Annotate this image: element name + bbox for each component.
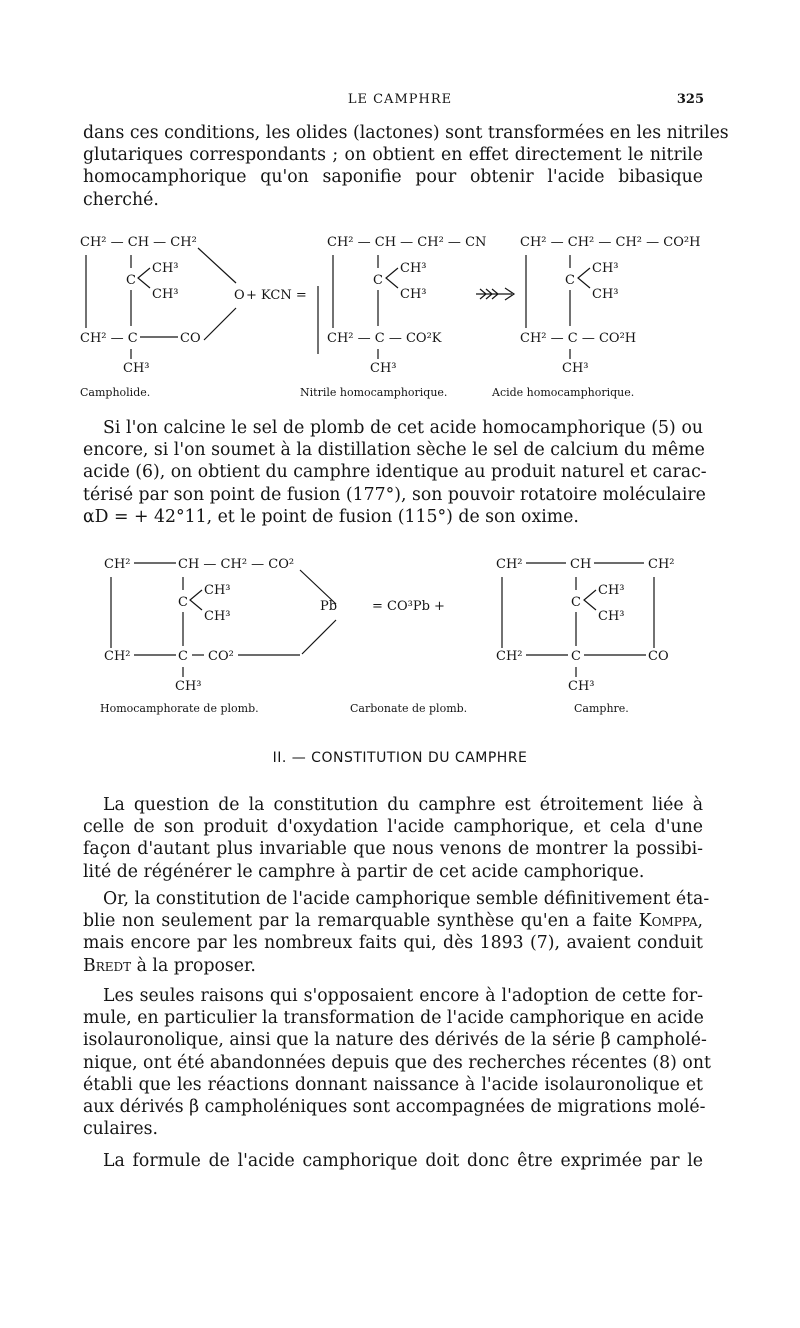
campholide-methyl-bottom: CH³	[123, 361, 150, 376]
bond	[302, 620, 336, 654]
homocamphorate-c: C	[178, 595, 188, 610]
paragraph-3	[83, 794, 703, 883]
running-head	[0, 92, 800, 112]
text-line: homocamphorique qu'on saponifie pour obtenir l'acide bibasique	[83, 167, 703, 188]
text-line: cherché.	[83, 189, 159, 210]
nitrile-formula	[300, 235, 486, 399]
text-line	[83, 955, 703, 977]
text-line: encore, si l'on soumet à la distillation sèche le sel de calcium du même	[83, 440, 705, 461]
text-line: Si l'on calcine le sel de plomb de cet acide homocamphorique (5) ou	[103, 418, 703, 438]
paragraph-6	[83, 1150, 703, 1172]
bond	[578, 268, 590, 288]
text-line: glutariques correspondants ; on obtient en effet directement le nitrile	[83, 145, 703, 166]
acid-c: C	[565, 273, 575, 288]
acid-methyl-down: CH³	[592, 287, 619, 302]
text-line: La formule de l'acide camphorique doit donc être exprimée par le	[103, 1151, 703, 1171]
campholide-o: O	[234, 288, 245, 303]
camphre-methyl-bottom: CH³	[568, 679, 595, 694]
camphre-methyl-up: CH³	[598, 583, 625, 598]
reaction-arrow	[476, 288, 514, 300]
campholide-row-bottom: CH² — C	[80, 331, 138, 346]
nitrile-methyl-down: CH³	[400, 287, 427, 302]
text-line: αD = + 42°11, et le point de fusion (115°) de son oxime.	[83, 506, 579, 527]
plus-kcn: + KCN =	[246, 288, 307, 303]
nitrile-row-top: CH² — CH — CH² — CN	[327, 235, 487, 250]
campholide-co: CO	[180, 331, 201, 346]
homocamphorate-ch2-bottom: CH²	[104, 649, 131, 664]
bond	[138, 268, 150, 288]
campholide-row-top: CH² — CH — CH²	[80, 235, 197, 250]
bond	[204, 308, 236, 340]
reaction-scheme-1	[0, 228, 800, 408]
campholide-c: C	[126, 273, 136, 288]
bond	[584, 590, 596, 610]
campholide-formula	[80, 235, 245, 399]
text-line: térisé par son point de fusion (177°), son pouvoir rotatoire moléculaire	[83, 484, 706, 505]
author-bredt: Bredt	[83, 955, 132, 976]
camphre-co: CO	[648, 649, 669, 664]
section-heading: II. — CONSTITUTION DU CAMPHRE	[272, 750, 528, 766]
nitrile-c: C	[373, 273, 383, 288]
text-fragment: ,	[697, 911, 703, 932]
text-fragment: blie non seulement par la remarquable synthèse qu'en a faite	[83, 911, 639, 932]
homocamphorate-pb: Pb	[320, 599, 338, 614]
acid-row-top: CH² — CH² — CH² — CO²H	[520, 235, 701, 250]
bond	[190, 590, 202, 610]
acid-formula	[491, 235, 700, 399]
homocamphorate-formula	[100, 557, 337, 715]
nitrile-caption: Nitrile homocamphorique.	[300, 386, 448, 399]
homocamphorate-caption: Homocamphorate de plomb.	[100, 702, 259, 715]
bond	[386, 268, 398, 288]
acid-row-bottom: CH² — C — CO²H	[520, 331, 637, 346]
text-line: acide (6), on obtient du camphre identique au produit naturel et carac-	[83, 462, 707, 483]
camphre-c: C	[571, 595, 581, 610]
text-line: dans ces conditions, les olides (lactones) sont transformées en les nitriles	[83, 123, 729, 143]
bond	[198, 248, 236, 283]
text-line: aux dérivés β campholéniques sont accompagnées de migrations molé-	[83, 1097, 706, 1118]
paragraph-5	[83, 985, 711, 1140]
camphre-c-bottom: C	[571, 649, 581, 664]
text-line: isolauronolique, ainsi que la nature des dérivés de la série β campholé-	[83, 1030, 707, 1051]
nitrile-methyl-up: CH³	[400, 261, 427, 276]
running-title: LE CAMPHRE	[347, 92, 453, 107]
homocamphorate-row-top: CH — CH² — CO²	[178, 557, 295, 572]
campholide-caption: Campholide.	[80, 386, 151, 399]
text-line: façon d'autant plus invariable que nous venons de montrer la possibi-	[83, 839, 703, 860]
carbonate-caption: Carbonate de plomb.	[350, 702, 468, 715]
text-line	[83, 910, 703, 932]
homocamphorate-methyl-down: CH³	[204, 609, 231, 624]
text-line: lité de régénérer le camphre à partir de cet acide camphorique.	[83, 861, 645, 882]
text-fragment: à la proposer.	[131, 955, 256, 976]
campholide-methyl-down: CH³	[152, 287, 179, 302]
homocamphorate-ch2-top: CH²	[104, 557, 131, 572]
nitrile-methyl-bottom: CH³	[370, 361, 397, 376]
paragraph-2	[83, 417, 707, 528]
text-line: nique, ont été abandonnées depuis que des recherches récentes (8) ont	[83, 1052, 711, 1073]
text-line: culaires.	[83, 1119, 159, 1140]
paragraph-4	[83, 888, 710, 977]
camphre-ch2-left: CH²	[496, 557, 523, 572]
carbonate-formula	[350, 599, 467, 715]
reaction-scheme-2	[0, 550, 800, 720]
text-line: établi que les réactions donnant naissance à l'acide isolauronolique et	[83, 1074, 703, 1095]
acid-methyl-up: CH³	[592, 261, 619, 276]
camphre-methyl-down: CH³	[598, 609, 625, 624]
carbonate-formula-text: = CO³Pb +	[372, 599, 445, 614]
text-line: mais encore par les nombreux faits qui, dès 1893 (7), avaient conduit	[83, 933, 703, 954]
camphre-caption: Camphre.	[574, 702, 629, 715]
camphre-ch2-bottom: CH²	[496, 649, 523, 664]
campholide-methyl-up: CH³	[152, 261, 179, 276]
text-line: Les seules raisons qui s'opposaient encore à l'adoption de cette for-	[103, 986, 703, 1006]
text-line: La question de la constitution du camphre est étroitement liée à	[103, 795, 703, 815]
homocamphorate-methyl-bottom: CH³	[175, 679, 202, 694]
acid-methyl-bottom: CH³	[562, 361, 589, 376]
nitrile-row-bottom: CH² — C — CO²K	[327, 331, 442, 346]
homocamphorate-methyl-up: CH³	[204, 583, 231, 598]
camphre-formula	[496, 557, 675, 715]
camphre-ch: CH	[570, 557, 592, 572]
paragraph-1	[83, 122, 729, 211]
camphre-ch2-right: CH²	[648, 557, 675, 572]
page-number: 325	[676, 92, 704, 107]
homocamphorate-c-bottom: C	[178, 649, 188, 664]
text-line: Or, la constitution de l'acide camphorique semble définitivement éta-	[103, 889, 710, 909]
text-line: mule, en particulier la transformation de l'acide camphorique en acide	[83, 1008, 704, 1029]
author-komppa: Komppa	[638, 911, 698, 932]
acid-caption: Acide homocamphorique.	[492, 386, 635, 399]
text-line: celle de son produit d'oxydation l'acide camphorique, et cela d'une	[83, 817, 703, 838]
homocamphorate-co2: CO²	[208, 649, 234, 664]
